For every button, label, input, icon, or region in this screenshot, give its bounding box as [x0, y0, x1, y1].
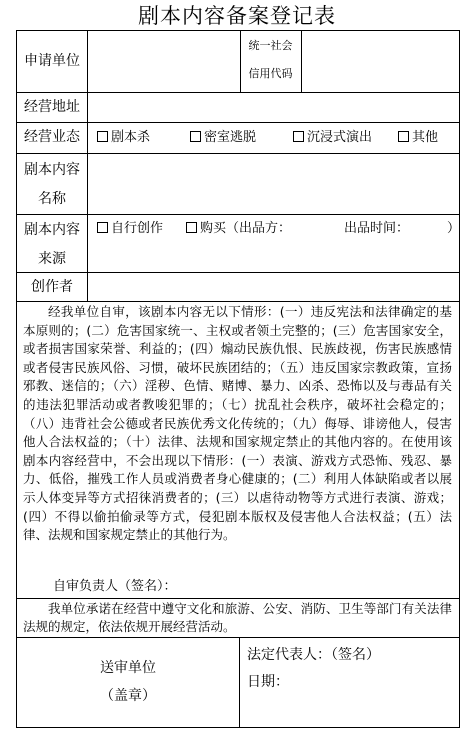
row-divider [17, 122, 459, 123]
release-time-label: 出品时间： [344, 221, 410, 236]
checkbox-escape-room[interactable]: 密室逃脱 [190, 130, 256, 146]
source-label-line1: 剧本内容 [24, 222, 80, 238]
commitment-statement: 我单位承诺在经营中遵守文化和旅游、公安、消防、卫生等部门有关法律法规的规定，依法依规开展经营活动。 [23, 601, 452, 634]
script-name-label-line2: 名称 [38, 191, 66, 207]
checkbox-script-kill[interactable]: 剧本杀 [97, 130, 150, 146]
row-divider [17, 214, 459, 215]
filing-form [16, 30, 460, 728]
self-review-statement: 经我单位自审，该剧本内容无以下情形：(一）违反宪法和法律确定的基本原则的；(二）危害国家统一、主权或者领土完整的；(三）危害国家安全，或者损害国家荣誉、利益的；(四）煽动民族仇恨、民族歧视，伤害民族感情或者侵害民族风俗、习惯，破坏民族团结的；（五）违反国家宗教政策，宣扬邪教、迷信的；（六）淫秽、色情、赌博、暴力、凶杀、恐怖以及与毒品有关的违法犯罪活动或者教唆犯罪的；（七）扰乱社会秩序，破坏社会稳定的；（八）违背社会公德或者民族优秀文化传统的；（九）侮辱、诽谤他人，侵害他人合法权益的；（十）法律、法规和国家规定禁止的其他内容的。在使用该剧本内容经营中，不会出现以下情形：(一）表演、游戏方式恐怖、残忍、暴力、低俗，摧残工作人员或消费者身心健康的；(二）利用人体缺陷或者以展示人体变异等方式招徕消费者的；(三）以虐待动物等方式进行表演、游戏；(四）不得以偷拍偷录等方式，侵犯剧本版权及侵害他人合法权益；(五）法律、法规和国家规定禁止的其他行为。 [23, 304, 452, 543]
checkbox-purchased[interactable]: 购买（出品方： [186, 221, 291, 237]
date-label: 日期： [247, 674, 289, 690]
checkbox-immersive-show[interactable]: 沉浸式演出 [293, 130, 372, 146]
self-review-signer-label: 自审负责人（签名）： [53, 579, 177, 594]
author-field[interactable] [87, 272, 458, 301]
credit-code-label-line1: 统一社会 [248, 39, 293, 52]
credit-code-field[interactable] [301, 31, 458, 92]
author-label: 创作者 [31, 279, 73, 295]
address-label: 经营地址 [24, 99, 80, 115]
business-type-label: 经营业态 [24, 129, 80, 145]
checkbox-self-created[interactable]: 自行创作 [97, 221, 163, 237]
address-field[interactable] [87, 92, 458, 122]
submitting-unit-label: 送审单位 [100, 660, 156, 676]
script-name-label-line1: 剧本内容 [24, 162, 80, 178]
row-divider [17, 301, 459, 302]
checkbox-other[interactable]: 其他 [398, 130, 438, 146]
seal-label: （盖章） [100, 688, 156, 704]
source-label-line2: 来源 [38, 251, 66, 267]
applicant-field[interactable] [87, 31, 240, 92]
signature-area[interactable] [239, 637, 458, 727]
row-divider [17, 598, 459, 599]
legal-representative-label: 法定代表人：（签名） [247, 647, 380, 663]
applicant-label: 申请单位 [24, 53, 80, 69]
credit-code-label-line2: 信用代码 [248, 67, 293, 80]
form-title: 剧本内容备案登记表 [138, 4, 336, 28]
source-close-paren: ） [447, 221, 461, 236]
script-name-field[interactable] [87, 153, 458, 214]
